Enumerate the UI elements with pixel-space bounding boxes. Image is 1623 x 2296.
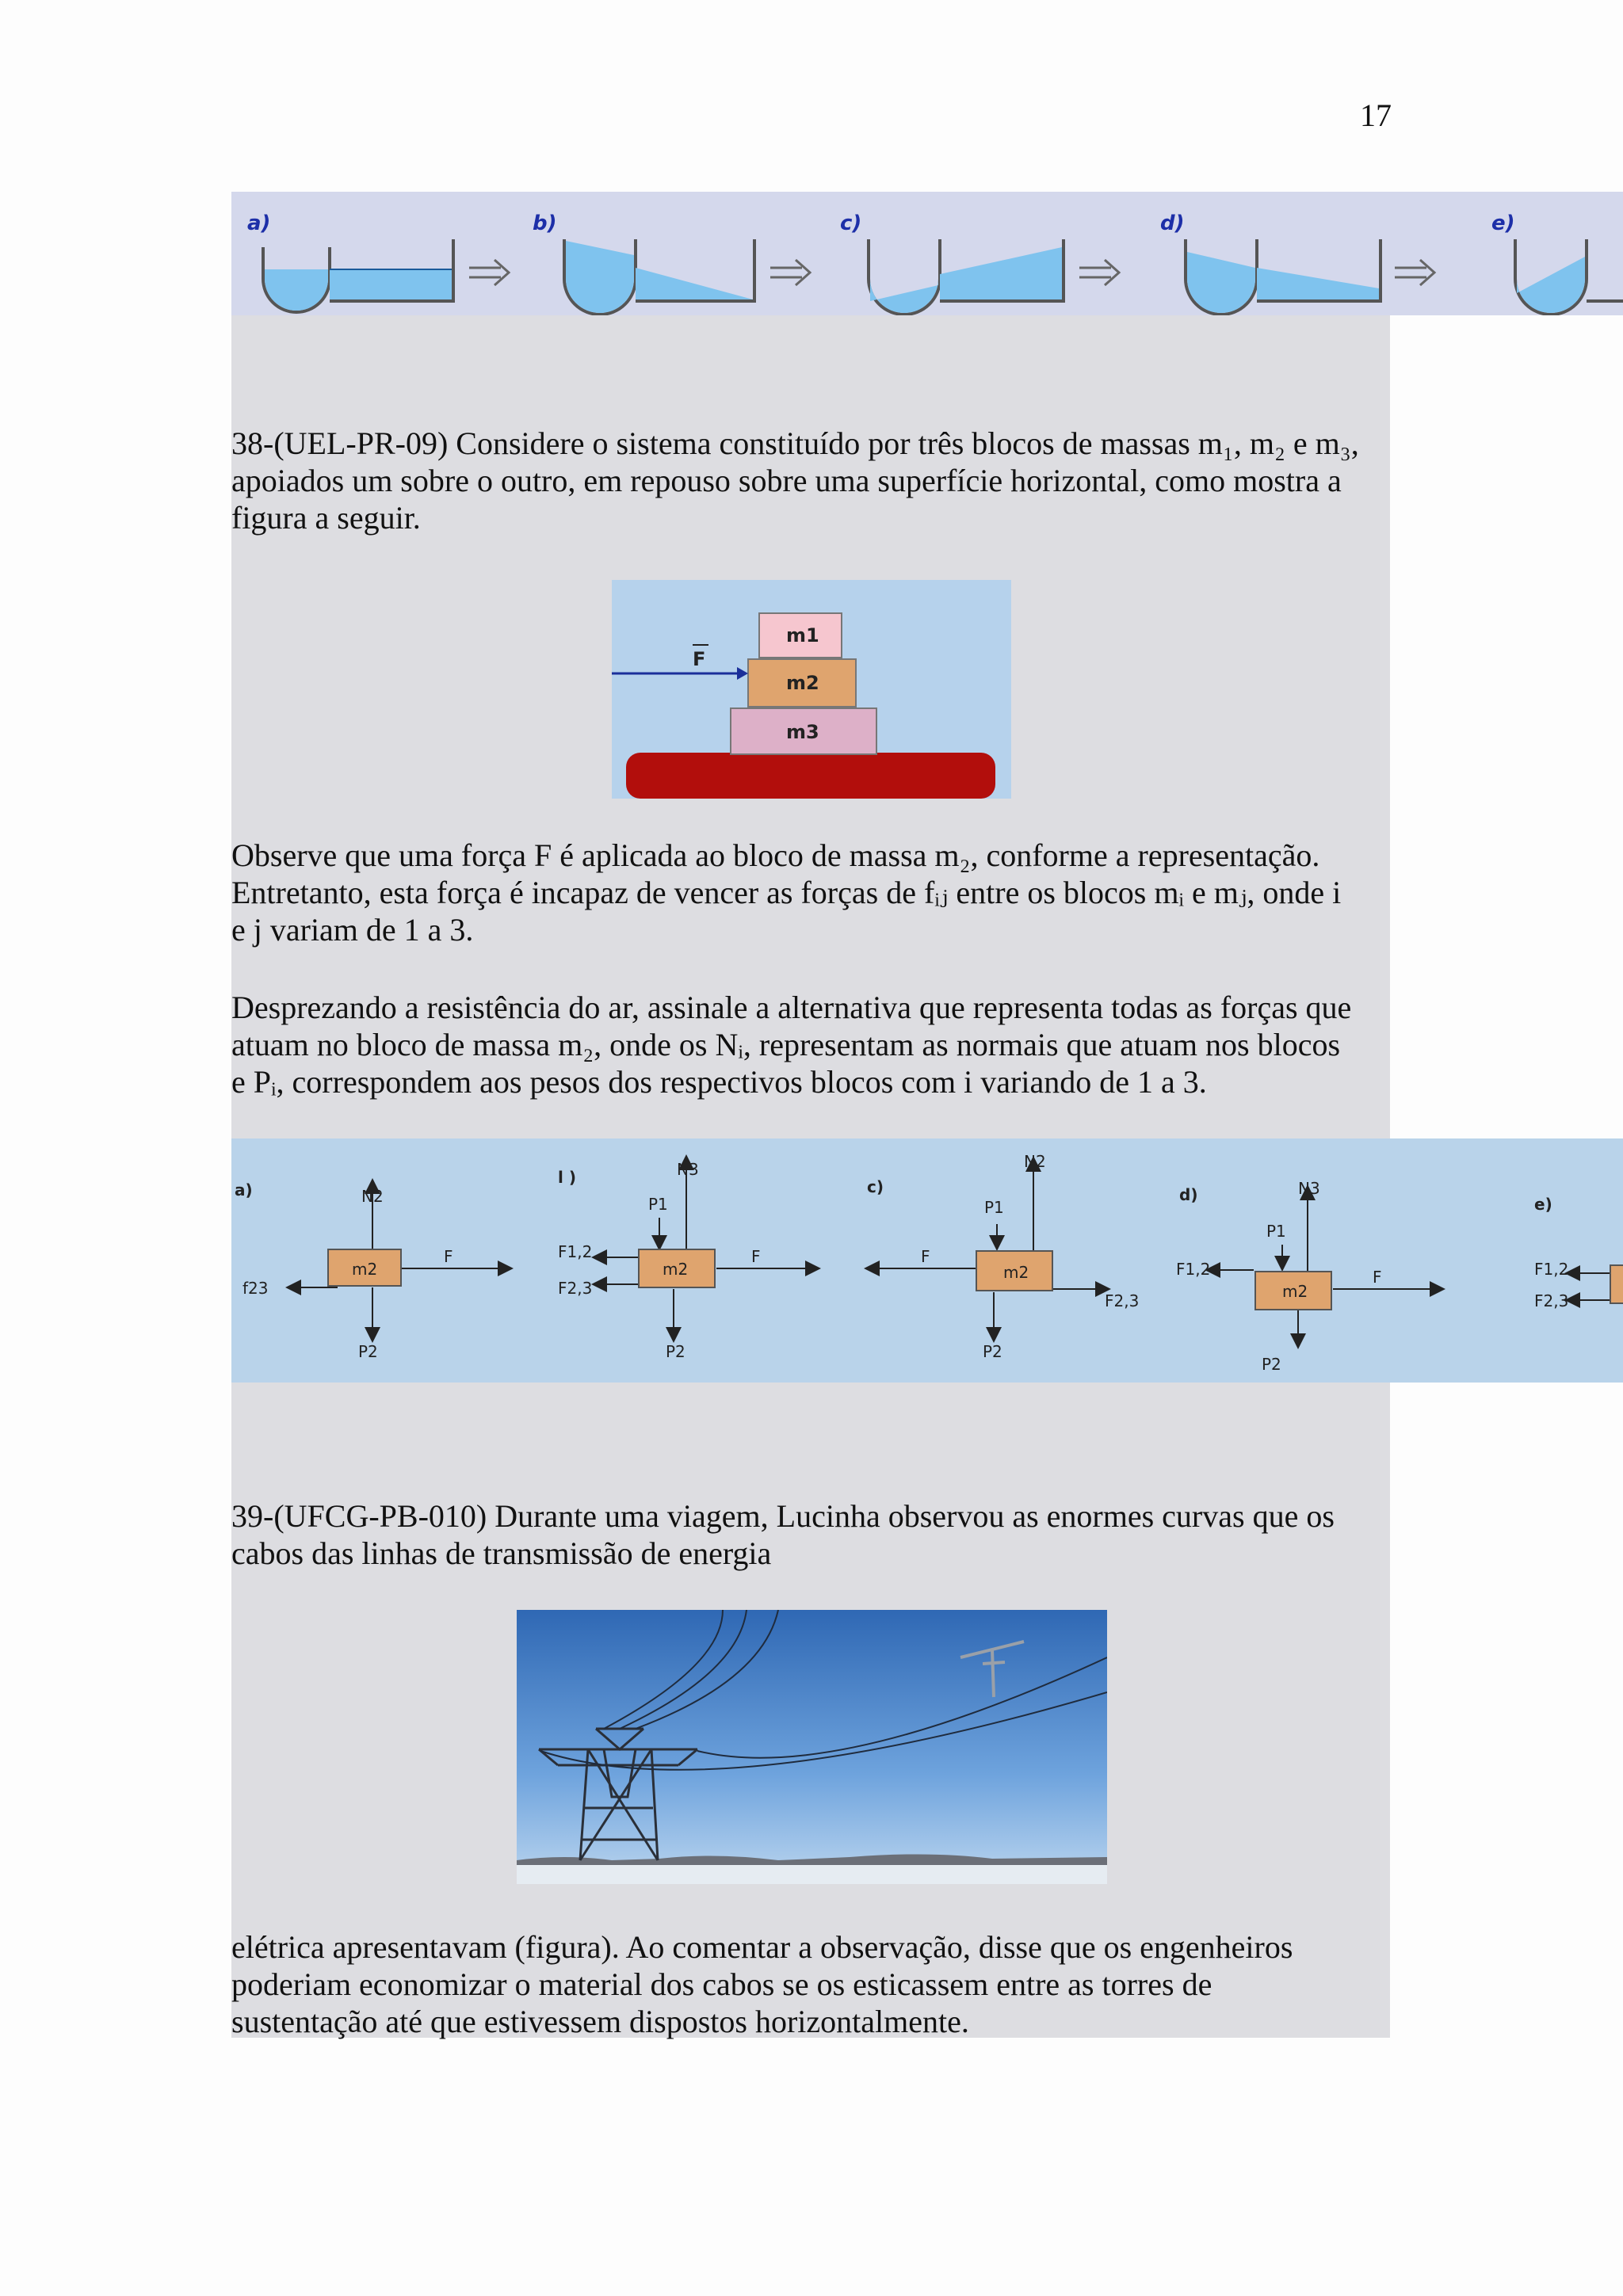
label-d: d) xyxy=(1160,212,1185,235)
option-a-diagram xyxy=(235,1180,510,1361)
option-d-p1: P1 xyxy=(1266,1222,1286,1241)
obs-line3: e j variam de 1 a 3. xyxy=(231,912,474,948)
obs-line2: Entretanto, esta força é incapaz de vencer as forças de fᵢⱼ entre os blocos mᵢ e mⱼ, onde i xyxy=(231,875,1342,910)
label-e: e) xyxy=(1491,212,1515,235)
ground-surface xyxy=(626,753,995,799)
option-a-f23: f23 xyxy=(242,1279,269,1298)
desp-line3: e Pᵢ, correspondem aos pesos dos respectivos blocos com i variando de 1 a 3. xyxy=(231,1064,1207,1100)
option-d-label: d) xyxy=(1179,1185,1198,1204)
option-e-f23: F2,3 xyxy=(1534,1291,1569,1310)
option-c-p1: P1 xyxy=(984,1198,1004,1217)
label-m1: m1 xyxy=(786,624,819,646)
option-d-f: F xyxy=(1373,1268,1382,1287)
arrow-1 xyxy=(469,260,509,285)
force-label: F xyxy=(693,648,706,670)
after-line2: poderiam economizar o material dos cabos se os esticassem entre as torres de xyxy=(231,1966,1212,2002)
page-number: 17 xyxy=(1360,97,1392,133)
label-m2: m2 xyxy=(786,672,819,694)
desp-line2: atuam no bloco de massa m₂, onde os Nᵢ, representam as normais que atuam nos blocos xyxy=(231,1027,1341,1062)
after-line3: sustentação até que estivessem dispostos horizontalmente. xyxy=(231,2004,969,2039)
vessel-b xyxy=(564,239,754,315)
q38-statement xyxy=(231,425,1396,536)
option-e-label: e) xyxy=(1534,1195,1552,1214)
option-c-n: N2 xyxy=(1024,1152,1046,1171)
option-b-diagram xyxy=(558,1158,818,1361)
force-diagrams-strip xyxy=(231,1138,1623,1383)
option-b-p: P2 xyxy=(666,1342,685,1361)
obs-line1: Observe que uma força F é aplicada ao bloco de massa m₂, conforme a representação. xyxy=(231,837,1320,873)
desp-line1: Desprezando a resistência do ar, assinale a alternativa que representa todas as forças que xyxy=(231,990,1352,1025)
option-c-block-label: m2 xyxy=(1003,1263,1029,1282)
vessel-sequence-figure xyxy=(231,192,1623,315)
option-b-block-label: m2 xyxy=(663,1260,689,1279)
q39-line1: 39-(UFCG-PB-010) Durante uma viagem, Lucinha observou as enormes curvas que os xyxy=(231,1498,1335,1534)
arrow-3 xyxy=(1079,260,1119,285)
option-c-p: P2 xyxy=(983,1342,1002,1361)
q38-observation xyxy=(231,837,1396,948)
option-c-f23: F2,3 xyxy=(1105,1291,1140,1310)
q39-line2: cabos das linhas de transmissão de energia xyxy=(231,1535,772,1571)
option-b-label: l ) xyxy=(558,1168,576,1187)
vessel-a xyxy=(263,239,453,312)
q38-line2: apoiados um sobre o outro, em repouso sobre uma superfície horizontal, como mostra a xyxy=(231,463,1342,498)
option-a-n: N2 xyxy=(361,1187,384,1206)
after-line1: elétrica apresentavam (figura). Ao comentar a observação, disse que os engenheiros xyxy=(231,1929,1293,1965)
option-a-p: P2 xyxy=(358,1342,378,1361)
power-lines-photo xyxy=(517,1610,1107,1884)
vessel-e xyxy=(1515,239,1623,315)
option-a-label: a) xyxy=(235,1180,253,1199)
option-b-p1: P1 xyxy=(648,1195,668,1214)
option-c-label: c) xyxy=(867,1177,884,1196)
option-b-f12: F1,2 xyxy=(558,1242,593,1261)
option-d-diagram xyxy=(1176,1179,1442,1374)
option-b-f23: F2,3 xyxy=(558,1279,593,1298)
arrow-2 xyxy=(770,260,810,285)
option-e-diagram xyxy=(1534,1195,1623,1310)
option-c-diagram xyxy=(867,1152,1139,1361)
label-m3: m3 xyxy=(786,721,819,743)
option-d-n: N3 xyxy=(1298,1179,1320,1198)
q38-line3: figura a seguir. xyxy=(231,500,421,536)
option-d-f12: F1,2 xyxy=(1176,1260,1211,1279)
arrow-4 xyxy=(1395,260,1434,285)
option-d-block-label: m2 xyxy=(1282,1282,1308,1301)
q38-instruction xyxy=(231,989,1396,1100)
option-d-p: P2 xyxy=(1262,1355,1281,1374)
vessel-d xyxy=(1186,239,1381,315)
q39-statement xyxy=(231,1497,1396,1572)
label-a: a) xyxy=(247,212,271,235)
q38-line1: 38-(UEL-PR-09) Considere o sistema constituído por três blocos de massas m₁, m₂ e m₃, xyxy=(231,425,1359,461)
option-c-f: F xyxy=(921,1247,930,1266)
option-b-f: F xyxy=(751,1247,761,1266)
option-a-f: F xyxy=(444,1247,453,1266)
option-e-block xyxy=(1610,1265,1623,1303)
option-b-n: N3 xyxy=(677,1160,699,1179)
vessel-c xyxy=(869,239,1064,315)
label-c: c) xyxy=(840,212,862,235)
option-e-f12: F1,2 xyxy=(1534,1260,1569,1279)
label-b: b) xyxy=(533,212,557,235)
stacked-blocks-figure xyxy=(612,580,1011,799)
option-a-block-label: m2 xyxy=(352,1260,378,1279)
q39-continuation xyxy=(231,1928,1396,2040)
